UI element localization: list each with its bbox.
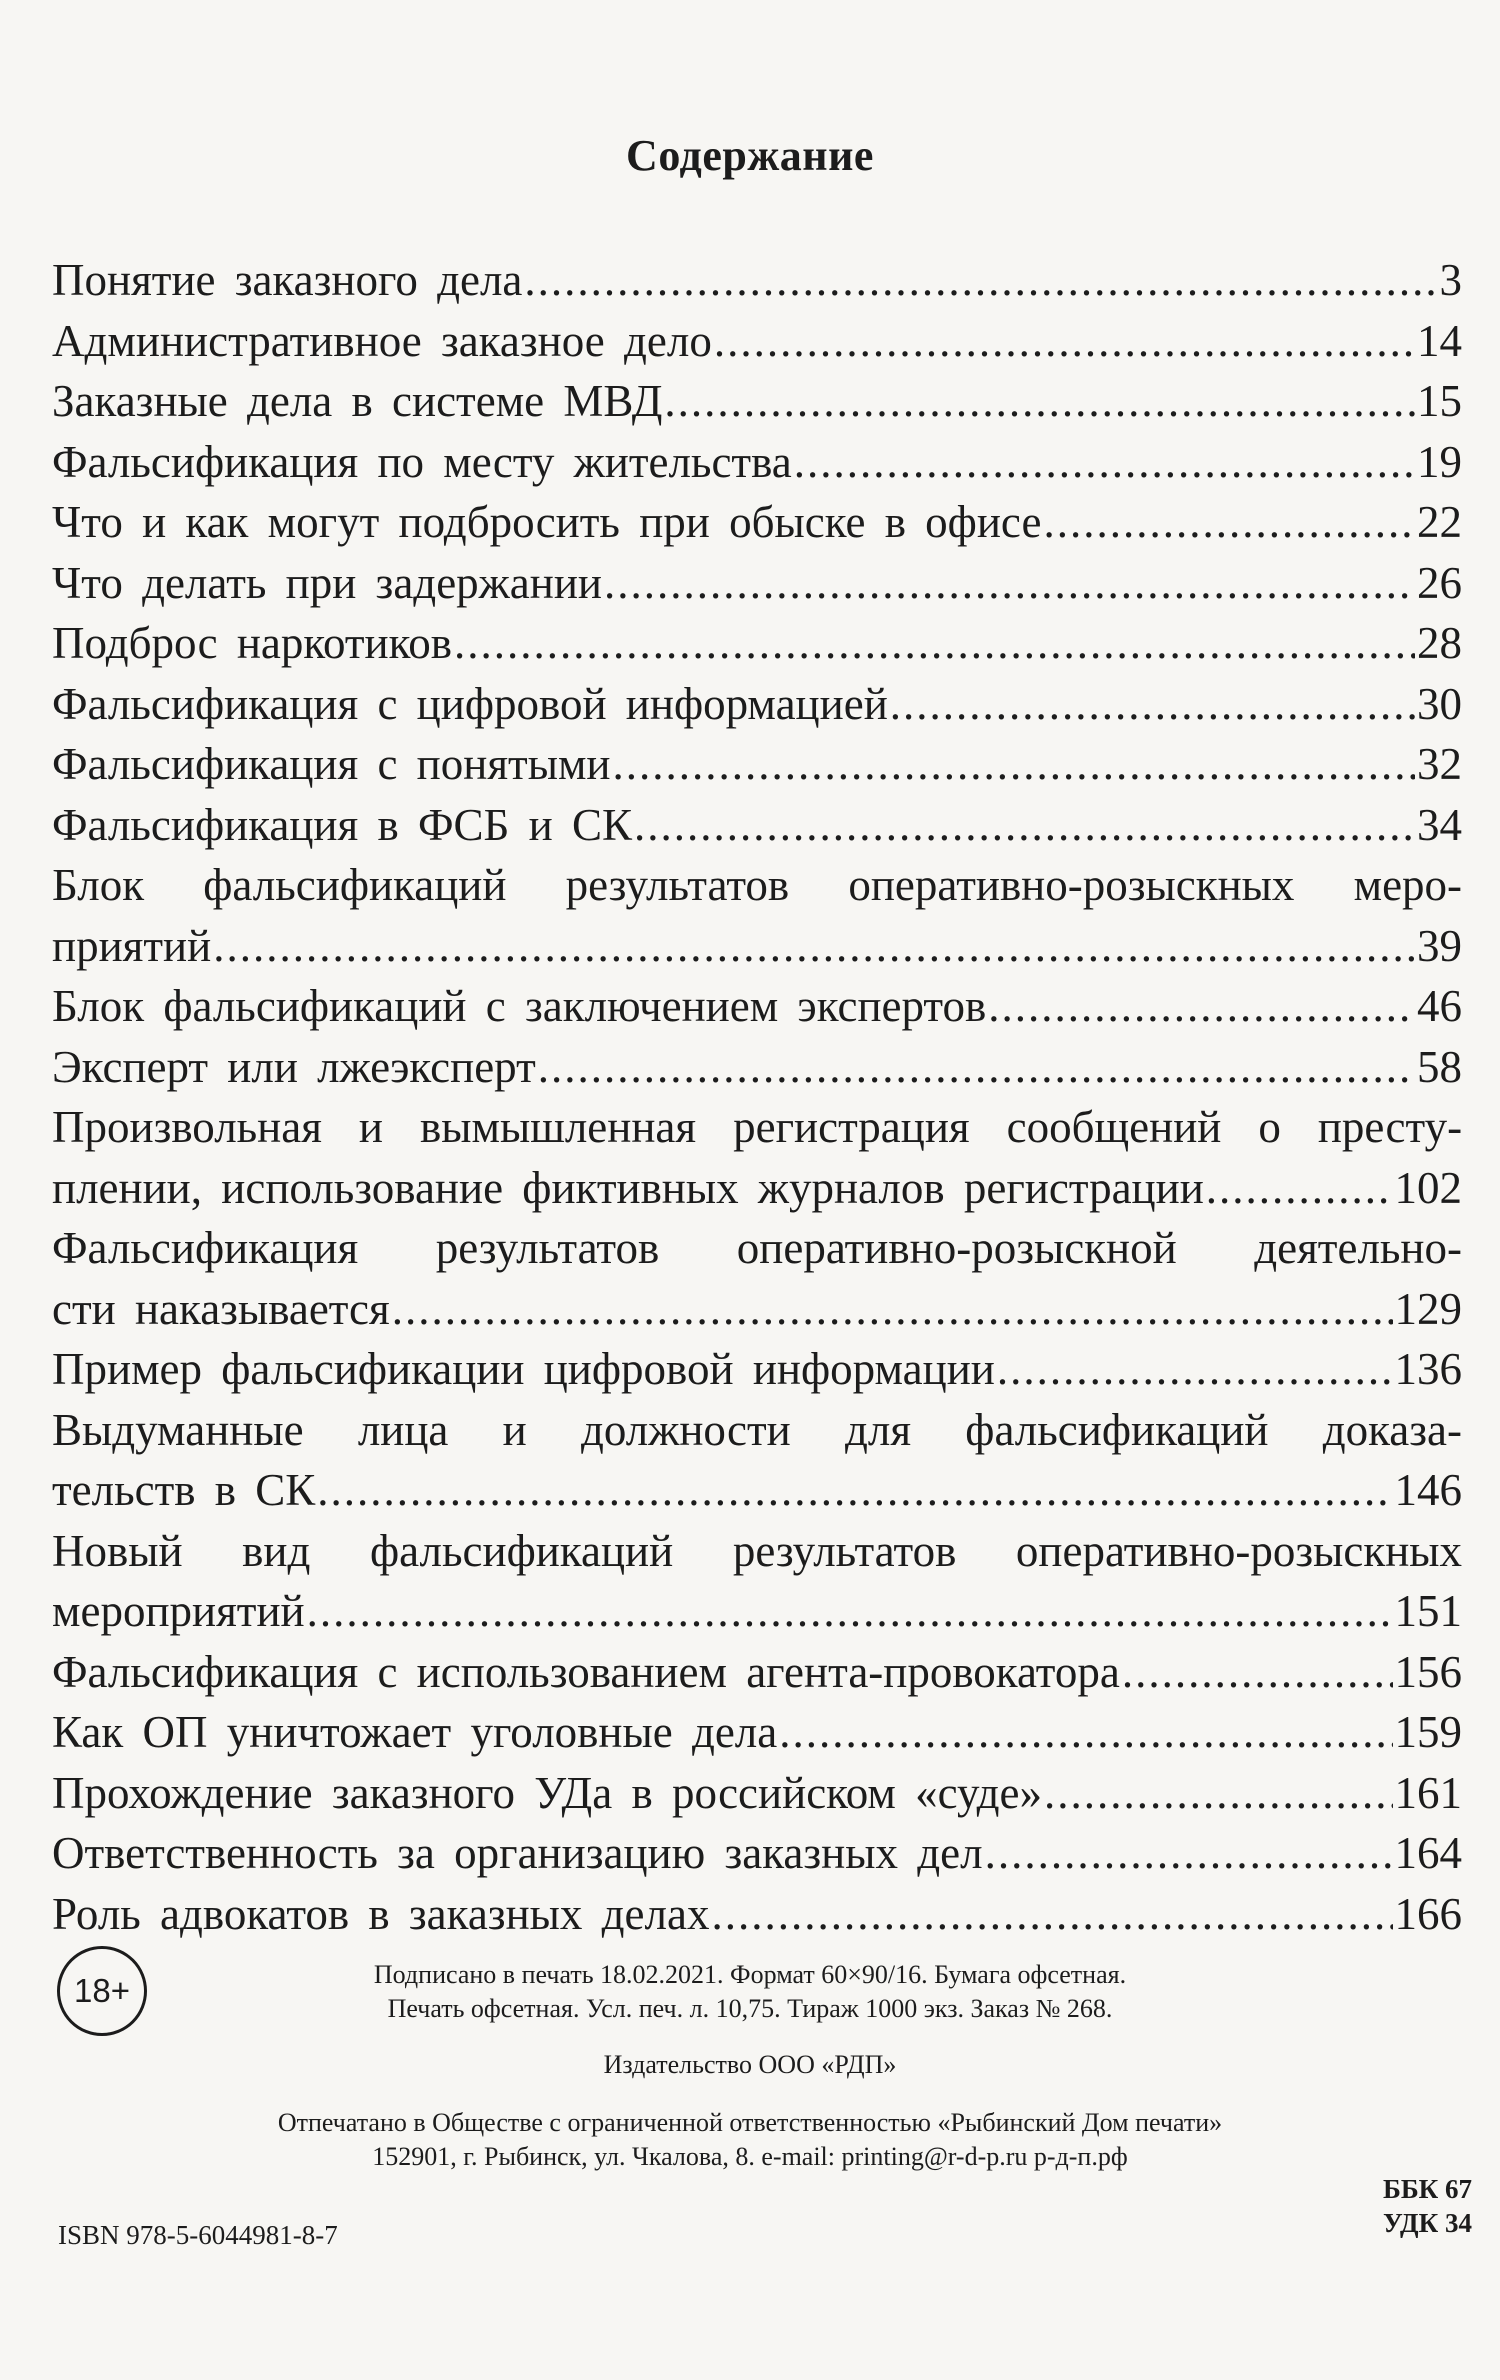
toc-leader-dots bbox=[392, 1279, 1393, 1340]
toc-leader-dots bbox=[213, 916, 1415, 977]
toc-page-number: 14 bbox=[1417, 315, 1462, 366]
toc-entry-title: Фальсификация с понятыми bbox=[52, 739, 611, 789]
toc-entry-line bbox=[52, 1158, 1462, 1219]
toc-entry-title: плении, использование фиктивных журналов регистрации bbox=[52, 1162, 1204, 1213]
toc-leader-dots bbox=[317, 1460, 1392, 1521]
toc-page-number: 161 bbox=[1394, 1767, 1462, 1818]
toc-leader-dots bbox=[454, 613, 1415, 674]
toc-word: лица bbox=[357, 1404, 449, 1455]
toc-entry bbox=[52, 1521, 1462, 1642]
toc-entry-line bbox=[52, 1279, 1462, 1340]
toc-entry-line bbox=[52, 1642, 1462, 1703]
toc-entry-title-line bbox=[52, 1400, 1462, 1461]
toc-entry bbox=[52, 250, 1462, 311]
toc-leader-dots bbox=[613, 734, 1415, 795]
toc-entry bbox=[52, 1823, 1462, 1884]
toc-word: фальсификаций bbox=[203, 860, 507, 910]
toc-page-number: 22 bbox=[1417, 497, 1462, 547]
toc-entry-line bbox=[52, 1037, 1462, 1098]
toc-entry bbox=[52, 1400, 1462, 1521]
toc-entry bbox=[52, 674, 1462, 735]
toc-leader-dots bbox=[1044, 1763, 1392, 1824]
age-rating-badge: 18+ bbox=[57, 1946, 147, 2036]
toc-word: результатов bbox=[732, 1525, 957, 1576]
toc-entry-title-line bbox=[52, 1218, 1462, 1279]
toc-entry-title-line bbox=[52, 1521, 1462, 1582]
toc-word: деятельно- bbox=[1254, 1223, 1462, 1273]
toc-word: Выдуманные bbox=[52, 1404, 304, 1455]
toc-word: о bbox=[1258, 1102, 1281, 1152]
toc-entry bbox=[52, 371, 1462, 432]
toc-page-number: 26 bbox=[1417, 557, 1462, 608]
toc-leader-dots bbox=[524, 250, 1437, 311]
toc-leader-dots bbox=[1043, 492, 1415, 553]
page-title: Содержание bbox=[626, 131, 874, 180]
toc-page-number: 102 bbox=[1394, 1162, 1462, 1213]
toc-entry-title: Фальсификация с цифровой информацией bbox=[52, 678, 888, 729]
toc-page-number: 15 bbox=[1417, 376, 1462, 426]
toc-entry-line bbox=[52, 1702, 1462, 1763]
imprint-address: 152901, г. Рыбинск, ул. Чкалова, 8. e-mail: printing@r-d-p.ru р-д-п.рф bbox=[372, 2142, 1128, 2171]
toc-entry-line bbox=[52, 432, 1462, 493]
toc-leader-dots bbox=[307, 1581, 1393, 1642]
toc-entry bbox=[52, 432, 1462, 493]
toc-word: фальсификаций bbox=[965, 1404, 1269, 1455]
toc-page-number: 34 bbox=[1417, 799, 1462, 850]
toc-entry-title: Фальсификация в ФСБ и СК bbox=[52, 799, 632, 850]
toc-entry-line bbox=[52, 1884, 1462, 1945]
toc-word: оперативно-розыскной bbox=[736, 1223, 1177, 1273]
toc-page-number: 146 bbox=[1394, 1465, 1462, 1515]
toc-leader-dots bbox=[1206, 1158, 1393, 1219]
toc-word: Фальсификация bbox=[52, 1223, 359, 1273]
toc-entry-line bbox=[52, 1823, 1462, 1884]
toc-leader-dots bbox=[985, 1823, 1393, 1884]
toc-leader-dots bbox=[604, 553, 1415, 614]
toc-entry bbox=[52, 734, 1462, 795]
toc-entry-title-line bbox=[52, 855, 1462, 916]
toc-entry-title: Подброс наркотиков bbox=[52, 618, 452, 668]
toc-leader-dots bbox=[988, 976, 1415, 1037]
toc-entry-title: Фальсификация с использованием агента-провокатора bbox=[52, 1646, 1120, 1697]
toc-entry bbox=[52, 311, 1462, 372]
isbn: ISBN 978-5-6044981-8-7 bbox=[58, 2220, 338, 2250]
toc-entry-line bbox=[52, 492, 1462, 553]
toc-word: результатов bbox=[565, 860, 790, 910]
toc-page-number: 30 bbox=[1417, 678, 1462, 729]
toc-leader-dots bbox=[714, 311, 1415, 372]
classification-codes bbox=[1383, 2172, 1472, 2240]
toc-page-number: 3 bbox=[1439, 255, 1462, 305]
toc-entry-title: Роль адвокатов в заказных делах bbox=[52, 1888, 710, 1939]
toc-entry-line bbox=[52, 674, 1462, 735]
toc-entry bbox=[52, 795, 1462, 856]
toc-entry-line bbox=[52, 1581, 1462, 1642]
toc-entry-line bbox=[52, 1763, 1462, 1824]
toc-entry-title: мероприятий bbox=[52, 1586, 305, 1636]
toc-leader-dots bbox=[711, 1884, 1392, 1945]
toc-page-number: 166 bbox=[1394, 1888, 1462, 1939]
toc-page-number: 58 bbox=[1417, 1041, 1462, 1092]
toc-page-number: 32 bbox=[1417, 739, 1462, 789]
toc-entry-line bbox=[52, 976, 1462, 1037]
toc-page-number: 46 bbox=[1417, 981, 1462, 1031]
toc-page-number: 19 bbox=[1417, 436, 1462, 487]
toc-entry-line bbox=[52, 734, 1462, 795]
toc-word: меро- bbox=[1353, 860, 1463, 910]
toc-word: доказа- bbox=[1322, 1404, 1463, 1455]
toc-word: сообщений bbox=[1006, 1102, 1222, 1152]
toc-entry-line bbox=[52, 613, 1462, 674]
imprint-print-details: Печать офсетная. Усл. печ. л. 10,75. Тираж 1000 экз. Заказ № 268. bbox=[387, 1994, 1113, 2023]
bbk-code: ББК 67 bbox=[1382, 2174, 1472, 2204]
toc-entry bbox=[52, 1097, 1462, 1218]
udk-code: УДК 34 bbox=[1382, 2208, 1472, 2238]
toc-entry-line bbox=[52, 553, 1462, 614]
toc-entry bbox=[52, 1218, 1462, 1339]
toc-entry bbox=[52, 492, 1462, 553]
toc-entry-title: сти наказывается bbox=[52, 1283, 390, 1334]
toc-word: оперативно-розыскных bbox=[848, 860, 1295, 910]
toc-page-number: 39 bbox=[1417, 920, 1462, 971]
toc-entry bbox=[52, 976, 1462, 1037]
toc-entry-title: Ответственность за организацию заказных дел bbox=[52, 1828, 983, 1878]
toc-word: должности bbox=[580, 1404, 791, 1455]
toc-entry bbox=[52, 1037, 1462, 1098]
toc-word: престу- bbox=[1317, 1102, 1463, 1152]
toc-word: Блок bbox=[52, 860, 145, 910]
toc-entry-line bbox=[52, 250, 1462, 311]
toc-entry-title: Пример фальсификации цифровой информации bbox=[52, 1344, 995, 1394]
toc-entry-line bbox=[52, 371, 1462, 432]
toc-entry bbox=[52, 1339, 1462, 1400]
toc-word: и bbox=[502, 1404, 527, 1455]
toc-entry-title: Административное заказное дело bbox=[52, 315, 712, 366]
toc-page-number: 159 bbox=[1394, 1707, 1462, 1757]
toc-entry-title: Эксперт или лжеэксперт bbox=[52, 1041, 536, 1092]
table-of-contents bbox=[52, 250, 1462, 1944]
toc-word: Новый bbox=[52, 1525, 183, 1576]
toc-page-number: 136 bbox=[1394, 1344, 1462, 1394]
toc-entry bbox=[52, 1763, 1462, 1824]
imprint-publisher: Издательство ООО «РДП» bbox=[603, 2050, 897, 2079]
toc-word: вид bbox=[242, 1525, 311, 1576]
toc-entry-title: Что и как могут подбросить при обыске в офисе bbox=[52, 497, 1042, 547]
imprint-printer: Отпечатано в Обществе с ограниченной ответственностью «Рыбинский Дом печати» bbox=[277, 2108, 1223, 2137]
toc-entry-line bbox=[52, 1460, 1462, 1521]
toc-entry-title: Что делать при задержании bbox=[52, 557, 602, 608]
toc-leader-dots bbox=[664, 371, 1415, 432]
toc-leader-dots bbox=[1122, 1642, 1393, 1703]
toc-leader-dots bbox=[997, 1339, 1393, 1400]
toc-word: результатов bbox=[435, 1223, 660, 1273]
toc-leader-dots bbox=[779, 1702, 1392, 1763]
toc-entry-title: приятий bbox=[52, 920, 212, 971]
toc-entry bbox=[52, 613, 1462, 674]
toc-entry-title: Прохождение заказного УДа в российском «суде» bbox=[52, 1767, 1043, 1818]
toc-word: фальсификаций bbox=[370, 1525, 674, 1576]
toc-leader-dots bbox=[538, 1037, 1415, 1098]
toc-entry bbox=[52, 1642, 1462, 1703]
toc-leader-dots bbox=[634, 795, 1415, 856]
toc-leader-dots bbox=[794, 432, 1415, 493]
toc-entry-line bbox=[52, 311, 1462, 372]
toc-word: для bbox=[844, 1404, 912, 1455]
toc-entry bbox=[52, 855, 1462, 976]
toc-word: вымышленная bbox=[420, 1102, 697, 1152]
toc-word: Произвольная bbox=[52, 1102, 322, 1152]
toc-word: и bbox=[358, 1102, 384, 1152]
toc-entry-title: Заказные дела в системе МВД bbox=[52, 376, 663, 426]
toc-leader-dots bbox=[890, 674, 1415, 735]
toc-entry bbox=[52, 553, 1462, 614]
toc-entry-line bbox=[52, 1339, 1462, 1400]
toc-page-number: 151 bbox=[1394, 1586, 1462, 1636]
toc-word: оперативно-розыскных bbox=[1015, 1525, 1463, 1576]
toc-entry-line bbox=[52, 795, 1462, 856]
toc-page-number: 129 bbox=[1394, 1283, 1462, 1334]
toc-entry bbox=[52, 1884, 1462, 1945]
toc-page-number: 28 bbox=[1417, 618, 1462, 668]
toc-page-number: 164 bbox=[1394, 1828, 1462, 1878]
toc-entry-title: Понятие заказного дела bbox=[52, 255, 523, 305]
toc-entry-line bbox=[52, 916, 1462, 977]
toc-entry-title: Фальсификация по месту жительства bbox=[52, 436, 792, 487]
toc-entry-title: Как ОП уничтожает уголовные дела bbox=[52, 1707, 778, 1757]
imprint-print-info: Подписано в печать 18.02.2021. Формат 60×90/16. Бумага офсетная. bbox=[373, 1960, 1127, 1989]
toc-page-number: 156 bbox=[1394, 1646, 1462, 1697]
toc-word: регистрация bbox=[733, 1102, 970, 1152]
toc-entry-title: тельств в СК bbox=[52, 1465, 316, 1515]
toc-entry-title-line bbox=[52, 1097, 1462, 1158]
toc-entry-title: Блок фальсификаций с заключением экспертов bbox=[52, 981, 987, 1031]
toc-entry bbox=[52, 1702, 1462, 1763]
